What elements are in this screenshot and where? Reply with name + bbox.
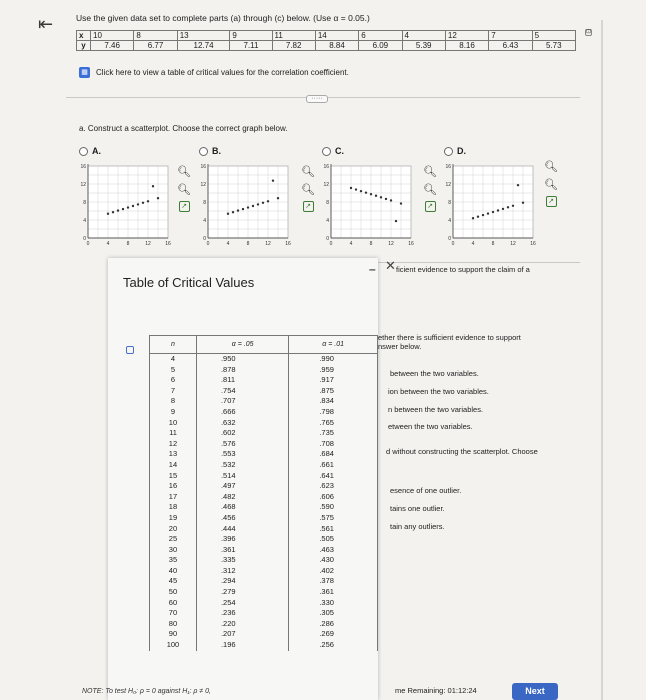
y-cell: 5.39 (402, 41, 445, 51)
data-point (237, 209, 239, 211)
back-arrow-icon[interactable]: ⇤ (38, 14, 54, 35)
critical-value-cell: .590 (289, 502, 378, 513)
table-row (150, 608, 378, 619)
table-row (150, 418, 378, 429)
critical-value-cell: .684 (289, 449, 378, 460)
sample-size-cell: 10 (150, 418, 197, 429)
x-tick-label: 12 (145, 241, 151, 247)
y-tick-label: 16 (200, 164, 206, 170)
radio-button[interactable] (199, 147, 208, 156)
table-row (150, 407, 378, 418)
enlarge-icon[interactable]: ↗ (303, 201, 314, 212)
x-tick-label: 8 (491, 241, 495, 247)
x-tick-label: 16 (408, 241, 414, 247)
graph-tools-c (422, 165, 438, 212)
data-point (507, 206, 509, 208)
data-point (497, 209, 499, 211)
x-tick-label: 8 (246, 241, 250, 247)
critical-value-cell: .707 (196, 396, 288, 407)
table-row (150, 365, 378, 376)
graph-tools-a (176, 165, 192, 212)
x-tick-label: 0 (329, 241, 333, 247)
data-point (477, 216, 479, 218)
question-text-fragment: ficient evidence to support the claim of a (396, 265, 530, 274)
next-button[interactable]: Next (512, 683, 558, 700)
critical-value-cell: .286 (289, 619, 378, 630)
data-point (522, 202, 524, 204)
critical-value-cell: .765 (289, 418, 378, 429)
critical-value-cell: .279 (196, 587, 288, 598)
y-tick-label: 8 (326, 200, 329, 206)
sample-size-cell: 25 (150, 534, 197, 545)
critical-value-cell: .798 (289, 407, 378, 418)
critical-value-cell: .312 (196, 566, 288, 577)
close-button[interactable]: ✕ (385, 258, 396, 273)
critical-value-cell: .505 (289, 534, 378, 545)
y-tick-label: 12 (445, 182, 451, 188)
y-tick-label: 12 (200, 182, 206, 188)
table-row (150, 439, 378, 450)
x-tick-label: 16 (165, 241, 171, 247)
critical-value-cell: .220 (196, 619, 288, 630)
critical-values-table (149, 335, 378, 651)
sample-size-cell: 80 (150, 619, 197, 630)
data-point (122, 208, 124, 210)
option-c[interactable] (322, 146, 344, 156)
sample-size-cell: 18 (150, 502, 197, 513)
table-row (150, 566, 378, 577)
y-tick-label: 12 (80, 182, 86, 188)
critical-value-cell: .602 (196, 428, 288, 439)
sample-size-cell: 7 (150, 386, 197, 397)
x-cell: 8 (134, 31, 177, 41)
minimize-button[interactable]: – (369, 262, 376, 276)
data-point (512, 205, 514, 207)
sample-size-cell: 90 (150, 629, 197, 640)
x-cell: 14 (315, 31, 358, 41)
x-tick-label: 4 (106, 241, 110, 247)
y-cell: 6.77 (134, 41, 177, 51)
y-cell: 7.82 (272, 41, 315, 51)
data-point (380, 196, 382, 198)
answer-option-text[interactable]: tains one outlier. (390, 504, 445, 513)
table-row (150, 354, 378, 365)
question-text-fragment: d without constructing the scatterplot. Choose (386, 447, 538, 456)
data-point (472, 217, 474, 219)
col-header-alpha-01: α = .01 (289, 336, 378, 354)
critical-value-cell: .875 (289, 386, 378, 397)
answer-option-text[interactable]: tain any outliers. (390, 522, 445, 531)
table-icon: ▦ (79, 67, 90, 78)
sample-size-cell: 19 (150, 513, 197, 524)
critical-value-cell: .402 (289, 566, 378, 577)
y-tick-label: 4 (326, 218, 329, 224)
data-point (257, 203, 259, 205)
scatterplot-d (443, 160, 537, 252)
x-tick-label: 4 (471, 241, 475, 247)
x-cell: 7 (489, 31, 532, 41)
answer-option-text[interactable]: between the two variables. (390, 369, 479, 378)
data-point (350, 187, 352, 189)
y-cell: 12.74 (177, 41, 230, 51)
zoom-out-icon[interactable]: 🔍︎ (423, 183, 437, 196)
critical-value-cell: .990 (289, 354, 378, 365)
data-point (360, 190, 362, 192)
critical-value-cell: .269 (289, 629, 378, 640)
y-tick-label: 0 (83, 236, 86, 242)
table-row (150, 460, 378, 471)
table-row (150, 587, 378, 598)
question-text-fragment: ether there is sufficient evidence to support (378, 333, 521, 342)
data-point (517, 184, 519, 186)
table-row (150, 629, 378, 640)
popup-title: Table of Critical Values (123, 275, 255, 290)
data-point (112, 211, 114, 213)
y-tick-label: 16 (323, 164, 329, 170)
x-tick-label: 8 (126, 241, 130, 247)
critical-value-cell: .632 (196, 418, 288, 429)
data-point (152, 185, 154, 187)
option-label: C. (335, 146, 344, 156)
zoom-in-icon[interactable]: 🔍︎ (177, 165, 191, 178)
data-point (242, 208, 244, 210)
critical-value-cell: .207 (196, 629, 288, 640)
col-header-alpha-05: α = .05 (196, 336, 288, 354)
critical-value-cell: .641 (289, 471, 378, 482)
data-point (132, 205, 134, 207)
col-header-n: n (150, 336, 197, 354)
critical-value-cell: .256 (289, 640, 378, 651)
sample-size-cell: 35 (150, 555, 197, 566)
critical-value-cell: .396 (196, 534, 288, 545)
critical-value-cell: .378 (289, 576, 378, 587)
sample-size-cell: 8 (150, 396, 197, 407)
data-point (147, 200, 149, 202)
table-row (150, 481, 378, 492)
instruction-text: Use the given data set to complete parts (a) through (c) below. (Use α = 0.05.) (76, 13, 370, 23)
data-point (232, 211, 234, 213)
data-point (117, 209, 119, 211)
option-d[interactable] (444, 146, 466, 156)
critical-value-cell: .456 (196, 513, 288, 524)
data-table (76, 30, 576, 51)
option-label: B. (212, 146, 221, 156)
data-point (157, 197, 159, 199)
data-point (137, 203, 139, 205)
table-row (150, 492, 378, 503)
table-note: NOTE: To test H₀: ρ = 0 against H₁: ρ ≠ 0, (82, 688, 212, 695)
critical-values-popup (82, 258, 378, 700)
critical-value-cell: .532 (196, 460, 288, 471)
x-tick-label: 12 (388, 241, 394, 247)
sample-size-cell: 6 (150, 375, 197, 386)
sample-size-cell: 17 (150, 492, 197, 503)
table-header-row (150, 336, 378, 354)
x-tick-label: 4 (349, 241, 353, 247)
critical-value-cell: .950 (196, 354, 288, 365)
option-label: D. (457, 146, 466, 156)
critical-value-cell: .468 (196, 502, 288, 513)
zoom-out-icon[interactable]: 🔍︎ (544, 178, 558, 191)
data-point (277, 197, 279, 199)
critical-value-cell: .735 (289, 428, 378, 439)
critical-value-cell: .236 (196, 608, 288, 619)
critical-value-cell: .661 (289, 460, 378, 471)
y-tick-label: 12 (323, 182, 329, 188)
sample-size-cell: 45 (150, 576, 197, 587)
y-cell: 6.09 (359, 41, 402, 51)
table-row (150, 386, 378, 397)
y-tick-label: 4 (83, 218, 86, 224)
zoom-out-icon[interactable]: 🔍︎ (177, 183, 191, 196)
sample-size-cell: 11 (150, 428, 197, 439)
radio-button[interactable] (444, 147, 453, 156)
y-cell: 5.73 (532, 41, 575, 51)
critical-value-cell: .561 (289, 524, 378, 535)
data-point (355, 188, 357, 190)
data-point (365, 191, 367, 193)
critical-value-cell: .878 (196, 365, 288, 376)
critical-value-cell: .811 (196, 375, 288, 386)
critical-values-link[interactable] (79, 67, 349, 78)
sample-size-cell: 40 (150, 566, 197, 577)
x-tick-label: 12 (510, 241, 516, 247)
scatterplot-b (198, 160, 292, 252)
radio-button[interactable] (79, 147, 88, 156)
table-row (150, 449, 378, 460)
y-tick-label: 0 (203, 236, 206, 242)
radio-button[interactable] (322, 147, 331, 156)
enlarge-icon[interactable]: ↗ (425, 201, 436, 212)
critical-value-cell: .497 (196, 481, 288, 492)
y-cell: 7.46 (91, 41, 134, 51)
y-tick-label: 4 (203, 218, 206, 224)
x-tick-label: 8 (369, 241, 373, 247)
data-point (395, 220, 397, 222)
sample-size-cell: 12 (150, 439, 197, 450)
data-point (482, 214, 484, 216)
sample-size-cell: 4 (150, 354, 197, 365)
x-cell: 5 (532, 31, 575, 41)
y-tick-label: 8 (203, 200, 206, 206)
sample-size-cell: 50 (150, 587, 197, 598)
x-tick-label: 0 (86, 241, 90, 247)
sample-size-cell: 13 (150, 449, 197, 460)
critical-values-link-label: Click here to view a table of critical values for the correlation coefficient. (96, 68, 349, 77)
data-point (262, 202, 264, 204)
answer-option-text[interactable]: etween the two variables. (388, 422, 473, 431)
scrollbar-track[interactable] (601, 20, 603, 700)
critical-value-cell: .514 (196, 471, 288, 482)
sample-size-cell: 15 (150, 471, 197, 482)
answer-option-text[interactable]: esence of one outlier. (390, 486, 462, 495)
x-tick-label: 0 (206, 241, 210, 247)
table-row (150, 545, 378, 556)
sample-size-cell: 60 (150, 598, 197, 609)
time-remaining: me Remaining: 01:12:24 (395, 686, 477, 695)
x-tick-label: 16 (285, 241, 291, 247)
graph-tools-d (543, 160, 559, 207)
enlarge-icon[interactable]: ↗ (546, 196, 557, 207)
critical-value-cell: .666 (196, 407, 288, 418)
data-point (252, 205, 254, 207)
critical-value-cell: .361 (289, 587, 378, 598)
scatterplot-c (321, 160, 415, 252)
table-row (150, 598, 378, 609)
critical-value-cell: .463 (289, 545, 378, 556)
y-cell: 6.43 (489, 41, 532, 51)
expand-button[interactable]: ····· (306, 95, 328, 103)
critical-value-cell: .754 (196, 386, 288, 397)
sample-size-cell: 100 (150, 640, 197, 651)
critical-value-cell: .553 (196, 449, 288, 460)
critical-value-cell: .294 (196, 576, 288, 587)
data-point (385, 198, 387, 200)
x-tick-label: 0 (451, 241, 455, 247)
x-tick-label: 12 (265, 241, 271, 247)
critical-value-cell: .575 (289, 513, 378, 524)
table-row (150, 576, 378, 587)
answer-option-text[interactable]: ion between the two variables. (388, 387, 489, 396)
zoom-in-icon[interactable]: 🔍︎ (301, 165, 315, 178)
question-text-fragment: nswer below. (378, 342, 422, 351)
data-point (390, 199, 392, 201)
data-row-x (77, 31, 576, 41)
data-point (127, 206, 129, 208)
sample-size-cell: 70 (150, 608, 197, 619)
data-point (375, 195, 377, 197)
sample-size-cell: 14 (150, 460, 197, 471)
data-point (227, 213, 229, 215)
popup-copy-icon[interactable] (126, 346, 134, 354)
table-row (150, 640, 378, 651)
critical-value-cell: .430 (289, 555, 378, 566)
critical-value-cell: .623 (289, 481, 378, 492)
data-point (492, 211, 494, 213)
y-tick-label: 0 (448, 236, 451, 242)
table-row (150, 513, 378, 524)
sample-size-cell: 16 (150, 481, 197, 492)
critical-value-cell: .361 (196, 545, 288, 556)
critical-value-cell: .917 (289, 375, 378, 386)
table-row (150, 396, 378, 407)
option-a[interactable] (79, 146, 101, 156)
x-cell: 6 (359, 31, 402, 41)
y-tick-label: 16 (445, 164, 451, 170)
y-tick-label: 8 (83, 200, 86, 206)
sample-size-cell: 5 (150, 365, 197, 376)
critical-value-cell: .606 (289, 492, 378, 503)
option-b[interactable] (199, 146, 221, 156)
critical-value-cell: .959 (289, 365, 378, 376)
divider (378, 262, 580, 263)
x-cell: 13 (177, 31, 230, 41)
data-point (400, 202, 402, 204)
x-tick-label: 16 (530, 241, 536, 247)
data-point (370, 193, 372, 195)
x-cell: 11 (272, 31, 315, 41)
y-tick-label: 8 (448, 200, 451, 206)
critical-value-cell: .576 (196, 439, 288, 450)
critical-value-cell: .254 (196, 598, 288, 609)
y-cell: 8.16 (445, 41, 488, 51)
x-cell: 4 (402, 31, 445, 41)
copy-data-icon[interactable]: ⊡ (586, 29, 592, 35)
y-cell: 8.84 (315, 41, 358, 51)
zoom-in-icon[interactable]: 🔍︎ (423, 165, 437, 178)
critical-values-body (150, 354, 378, 651)
x-cell: 9 (230, 31, 272, 41)
x-cell: 12 (445, 31, 488, 41)
critical-value-cell: .444 (196, 524, 288, 535)
table-row (150, 471, 378, 482)
data-point (247, 206, 249, 208)
critical-value-cell: .335 (196, 555, 288, 566)
y-tick-label: 4 (448, 218, 451, 224)
data-point (142, 202, 144, 204)
data-point (267, 200, 269, 202)
data-point (502, 208, 504, 210)
data-point (107, 213, 109, 215)
option-label: A. (92, 146, 101, 156)
critical-value-cell: .834 (289, 396, 378, 407)
y-tick-label: 0 (326, 236, 329, 242)
zoom-in-icon[interactable]: 🔍︎ (544, 160, 558, 173)
row-label-y: y (77, 41, 91, 51)
x-cell: 10 (91, 31, 134, 41)
part-a-prompt: a. Construct a scatterplot. Choose the correct graph below. (79, 124, 288, 133)
graph-tools-b (300, 165, 316, 212)
row-label-x: x (77, 31, 91, 41)
data-point (487, 212, 489, 214)
data-point (272, 179, 274, 181)
sample-size-cell: 20 (150, 524, 197, 535)
table-row (150, 534, 378, 545)
critical-value-cell: .482 (196, 492, 288, 503)
y-tick-label: 16 (80, 164, 86, 170)
data-row-y (77, 41, 576, 51)
table-row (150, 555, 378, 566)
y-cell: 7.11 (230, 41, 272, 51)
critical-value-cell: .196 (196, 640, 288, 651)
table-row (150, 375, 378, 386)
sample-size-cell: 30 (150, 545, 197, 556)
scatterplot-a (78, 160, 172, 252)
table-row (150, 502, 378, 513)
critical-value-cell: .708 (289, 439, 378, 450)
table-row (150, 619, 378, 630)
zoom-out-icon[interactable]: 🔍︎ (301, 183, 315, 196)
critical-value-cell: .330 (289, 598, 378, 609)
table-row (150, 524, 378, 535)
sample-size-cell: 9 (150, 407, 197, 418)
table-row (150, 428, 378, 439)
enlarge-icon[interactable]: ↗ (179, 201, 190, 212)
critical-value-cell: .305 (289, 608, 378, 619)
x-tick-label: 4 (226, 241, 230, 247)
answer-option-text[interactable]: n between the two variables. (388, 405, 484, 414)
